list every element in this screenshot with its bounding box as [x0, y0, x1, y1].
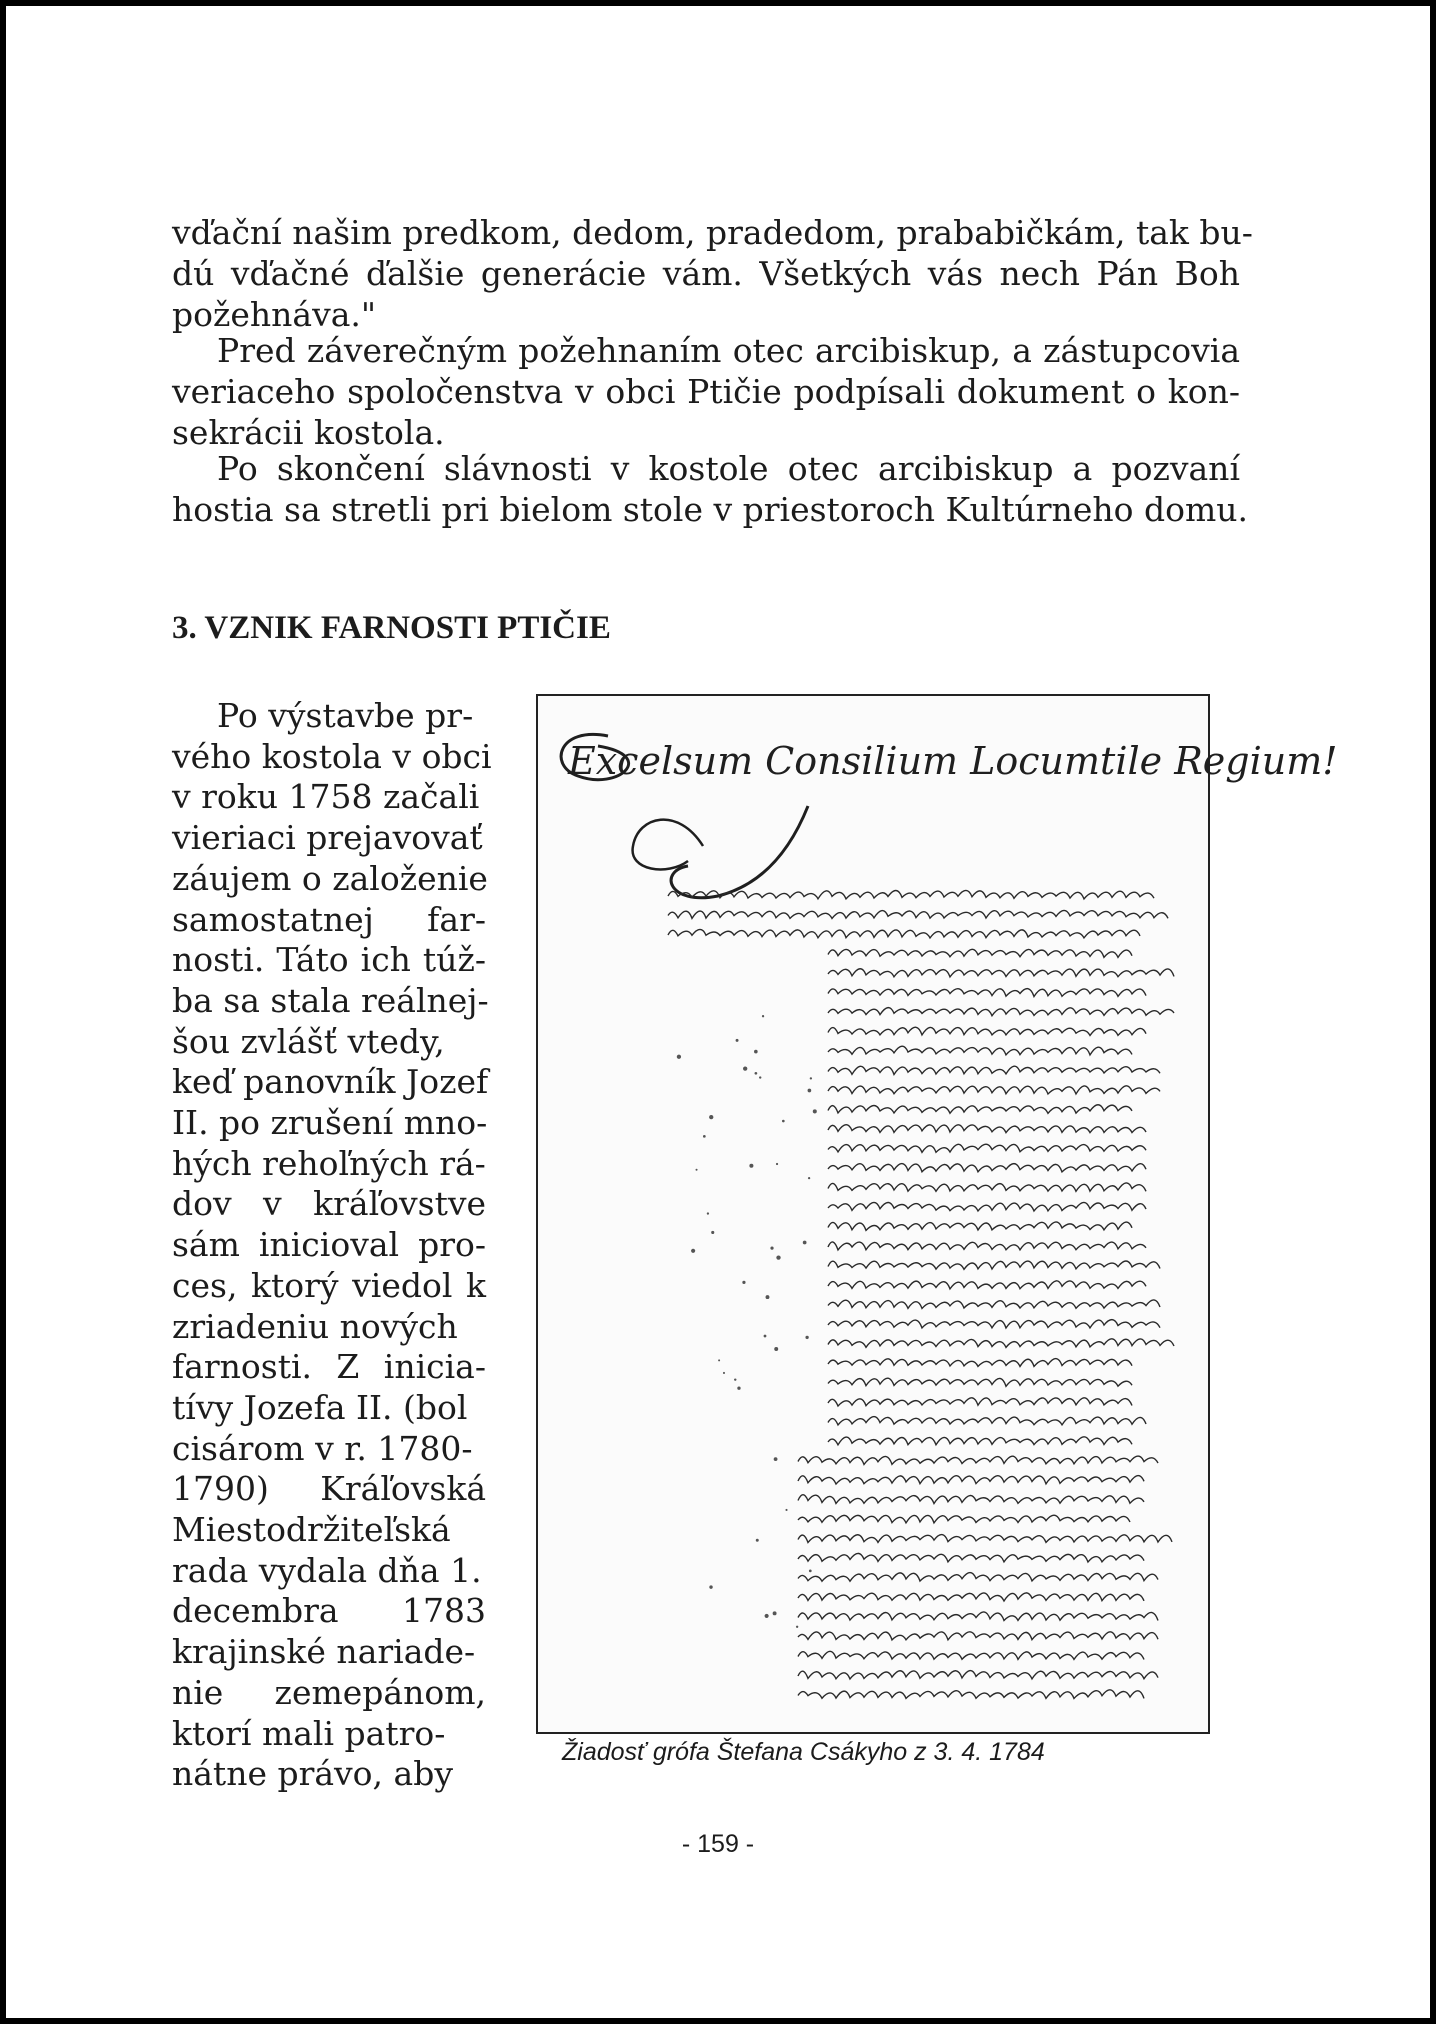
speck — [770, 1246, 773, 1249]
column-line: vieriaci prejavovať — [172, 818, 483, 858]
speck — [718, 1359, 720, 1361]
speck — [759, 1076, 761, 1078]
speck — [677, 1055, 681, 1059]
column-line: rada vydala dňa 1. — [172, 1550, 482, 1590]
speck — [774, 1457, 778, 1461]
script-line — [828, 1242, 1146, 1250]
text-line: Po skončení slávnosti v kostole otec arcibiskup a pozvaní — [217, 449, 1240, 488]
column-line: tívy Jozefa II. (bol — [172, 1387, 468, 1427]
column-line: Po výstavbe pr- — [217, 696, 474, 735]
speck — [813, 1109, 817, 1113]
script-line — [798, 1573, 1158, 1582]
manuscript-specks — [677, 1015, 817, 1628]
script-line — [828, 969, 1174, 977]
speck — [755, 1072, 758, 1075]
speck — [764, 1335, 767, 1338]
speck — [808, 1177, 810, 1179]
script-line — [828, 1183, 1146, 1191]
column-line: II. po zrušení mno- — [172, 1103, 488, 1143]
intro-paragraph — [172, 448, 1248, 530]
column-line: farnosti. Z inicia- — [172, 1347, 486, 1387]
body-column — [172, 696, 492, 1795]
script-line — [828, 1164, 1146, 1172]
speck — [742, 1281, 745, 1284]
script-line — [828, 1359, 1132, 1367]
column-line: sám inicioval pro- — [172, 1225, 486, 1265]
script-line — [668, 890, 1154, 898]
script-line — [828, 1300, 1160, 1308]
text-line: dú vďačné ďalšie generácie vám. Všetkých vás nech Pán Boh — [172, 254, 1240, 293]
script-line — [828, 1339, 1174, 1348]
script-line — [798, 1553, 1144, 1562]
script-line — [798, 1671, 1158, 1679]
script-line — [828, 949, 1132, 957]
text-line: hostia sa stretli pri bielom stole v priestoroch Kultúrneho domu. — [172, 490, 1248, 529]
column-line: šou zvlášť vtedy, — [172, 1021, 445, 1061]
column-line: záujem o založenie — [172, 858, 488, 898]
manuscript-figure — [536, 694, 1338, 1734]
speck — [749, 1164, 753, 1168]
speck — [774, 1347, 778, 1351]
column-line: hých rehoľných rá- — [172, 1143, 486, 1183]
speck — [776, 1255, 780, 1259]
speck — [773, 1611, 777, 1615]
speck — [723, 1372, 725, 1374]
section-heading: 3. VZNIK FARNOSTI PTIČIE — [172, 610, 611, 646]
page-number: - 159 - — [681, 1830, 755, 1858]
speck — [754, 1050, 758, 1054]
script-line — [828, 1202, 1146, 1211]
column-line: 1790) Kráľovská — [172, 1469, 486, 1509]
script-line — [828, 1086, 1160, 1094]
script-line — [668, 910, 1168, 918]
script-line — [798, 1612, 1158, 1621]
script-line — [828, 1144, 1146, 1152]
text-line: veriaceho spoločenstva v obci Ptičie podpísali dokument o kon- — [172, 372, 1240, 411]
script-line — [828, 1125, 1146, 1133]
script-line — [798, 1535, 1172, 1543]
speck — [809, 1570, 812, 1573]
text-line: sekrácii kostola. — [172, 413, 445, 452]
script-line — [798, 1632, 1158, 1640]
text-line: požehnáva." — [172, 295, 377, 334]
speck — [805, 1336, 808, 1339]
script-line — [798, 1593, 1144, 1601]
column-line: nosti. Táto ich túž- — [172, 940, 486, 980]
script-line — [828, 1027, 1146, 1035]
text-line: Pred záverečným požehnaním otec arcibiskup, a zástupcovia — [217, 331, 1240, 370]
column-line: cisárom v r. 1780- — [172, 1428, 473, 1468]
column-line: Miestodržiteľská — [172, 1510, 451, 1550]
speck — [711, 1231, 714, 1234]
speck — [803, 1241, 807, 1245]
speck — [736, 1039, 739, 1042]
speck — [762, 1015, 764, 1017]
speck — [707, 1212, 709, 1214]
speck — [696, 1169, 698, 1171]
script-line — [828, 1398, 1132, 1406]
speck — [766, 1295, 770, 1299]
column-line: krajinské nariade- — [172, 1632, 476, 1672]
speck — [734, 1378, 736, 1380]
column-line: dov v kráľovstve — [172, 1184, 486, 1224]
speck — [737, 1387, 740, 1390]
speck — [796, 1626, 798, 1628]
script-line — [828, 1378, 1132, 1386]
speck — [785, 1509, 787, 1511]
script-line — [828, 1281, 1146, 1289]
speck — [776, 1163, 778, 1165]
intro-paragraph — [172, 330, 1240, 453]
column-line: v roku 1758 začali — [172, 777, 480, 817]
manuscript-image — [538, 696, 1338, 1732]
script-line — [828, 989, 1146, 997]
script-line — [828, 1417, 1146, 1425]
script-line — [828, 1008, 1174, 1016]
script-line — [798, 1690, 1144, 1699]
manuscript-script-lines — [668, 890, 1174, 1698]
speck — [756, 1539, 759, 1542]
script-line — [828, 1261, 1160, 1269]
script-line — [828, 1222, 1132, 1230]
column-line: ktorí mali patro- — [172, 1713, 446, 1753]
column-line: ba sa stala reálnej- — [172, 980, 489, 1020]
column-line: ces, ktorý viedol k — [172, 1265, 486, 1305]
column-line: decembra 1783 — [172, 1591, 486, 1631]
column-line: samostatnej far- — [172, 899, 486, 939]
script-line — [828, 1105, 1132, 1114]
script-line — [798, 1456, 1158, 1464]
script-line — [668, 929, 1140, 937]
speck — [709, 1585, 712, 1588]
text-line: vďační našim predkom, dedom, pradedom, prababičkám, tak bu- — [172, 213, 1253, 252]
speck — [765, 1614, 769, 1618]
speck — [703, 1135, 706, 1138]
script-line — [798, 1476, 1144, 1484]
speck — [743, 1066, 747, 1070]
speck — [810, 1077, 812, 1079]
script-line — [798, 1651, 1144, 1659]
script-line — [798, 1515, 1130, 1523]
script-line — [828, 1437, 1132, 1445]
intro-paragraph — [172, 212, 1253, 335]
speck — [808, 1089, 812, 1093]
column-line: nátne právo, aby — [172, 1754, 453, 1794]
column-line: keď panovník Jozef — [172, 1062, 489, 1102]
manuscript-heading: Excelsum Consilium Locumtile Regium! — [568, 739, 1338, 783]
column-line: vého kostola v obci — [172, 736, 492, 776]
speck — [782, 1120, 785, 1123]
speck — [709, 1115, 713, 1119]
column-line: zriadeniu nových — [172, 1306, 458, 1346]
script-line — [798, 1495, 1144, 1504]
speck — [691, 1249, 695, 1253]
column-line: nie zemepánom, — [172, 1672, 486, 1712]
script-line — [828, 1320, 1160, 1328]
figure-caption: Žiadosť grófa Štefana Csákyho z 3. 4. 1784 — [562, 1738, 1045, 1766]
script-line — [828, 1066, 1160, 1074]
script-line — [828, 1046, 1132, 1055]
